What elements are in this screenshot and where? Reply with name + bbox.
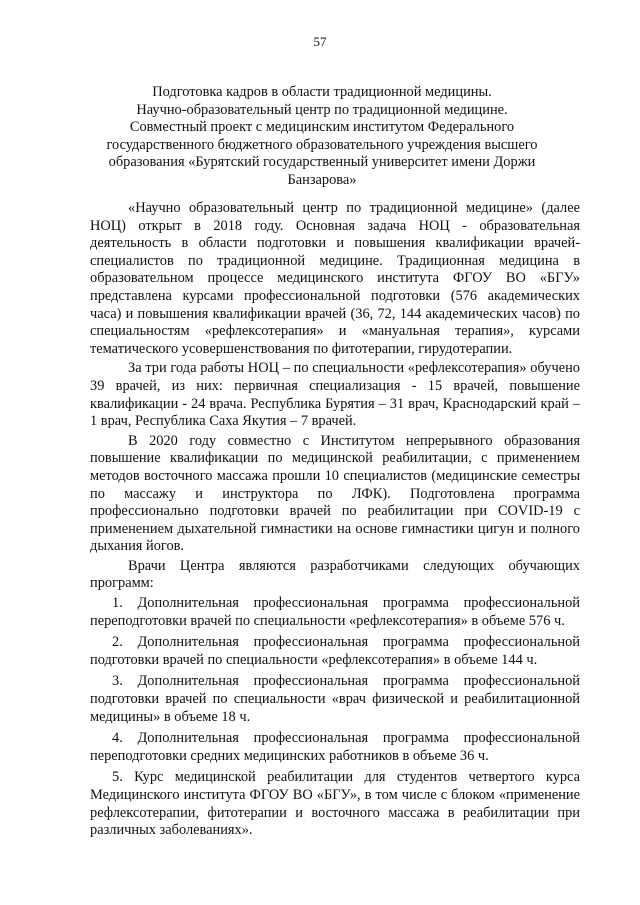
- paragraph-intro: «Научно образовательный центр по традиционной медицине» (далее НОЦ) открыт в 2018 году. Основная задача НОЦ - образовательная деятельность в области подготовки и повышения квалификации врачей-специалистов по традиционной медицине. Традиционная медицина в образовательном процессе медицинского института ФГОУ ВО «БГУ» представлена курсами профессиональной подготовки (576 академических часа) и повышения квалификации врачей (36, 72, 144 академических часов) по специальностям «рефлексотерапия» и «мануальная терапия», курсами тематического усовершенствования по фитотерапии, гирудотерапии.: [90, 200, 580, 357]
- paragraph-results: За три года работы НОЦ – по специальности «рефлексотерапия» обучено 39 врачей, из них: первичная специализация - 15 врачей, повышение квалификации - 24 врача. Республика Бурятия – 31 врач, Краснодарский край – 1 врач, Республика Саха Якутия – 7 врачей.: [90, 360, 580, 430]
- program-list-item: 2. Дополнительная профессиональная программа профессиональной подготовки врачей по специальности «рефлексотерапия» в объеме 144 ч.: [90, 634, 580, 668]
- program-list-item: 3. Дополнительная профессиональная программа профессиональной подготовки врачей по специальности «врач физической и реабилитационной медицины» в объеме 18 ч.: [90, 673, 580, 725]
- title-block: [92, 84, 552, 190]
- page-number: 57: [313, 34, 327, 49]
- title-line: образования «Бурятский государственный университет имени Доржи: [108, 154, 536, 171]
- program-list-item: 5. Курс медицинской реабилитации для студентов четвертого курса Медицинского института ФГОУ ВО «БГУ», в том числе с блоком «применение рефлексотерапии, фитотерапии и восточного массажа в реабилитации при различных заболеваниях».: [90, 769, 580, 839]
- body-text: [90, 200, 580, 844]
- title-line: Совместный проект с медицинским институтом Федерального: [129, 119, 515, 136]
- program-list-item: 1. Дополнительная профессиональная программа профессиональной переподготовки врачей по специальности «рефлексотерапия» в объеме 576 ч.: [90, 595, 580, 629]
- title-line: Научно-образовательный центр по традиционной медицине.: [136, 101, 508, 118]
- title-line: Подготовка кадров в области традиционной медицины.: [152, 84, 492, 100]
- title-line: государственного бюджетного образовательного учреждения высшего: [106, 136, 538, 153]
- paragraph-2020: В 2020 году совместно с Институтом непрерывного образования повышение квалификации по медицинской реабилитации, с применением методов восточного массажа прошли 10 специалистов (медицинские семестры по массажу и инструктора по ЛФК). Подготовлена программа профессионально подготовки врачей по реабилитации при COVID-19 с применением дыхательной гимнастики на основе гимнастики цигун и полного дыхания йогов.: [90, 432, 580, 555]
- title-line: Банзарова»: [287, 171, 357, 188]
- program-list-item: 4. Дополнительная профессиональная программа профессиональной переподготовки средних медицинских работников в объеме 36 ч.: [90, 730, 580, 764]
- paragraph-programs-intro: Врачи Центра являются разработчиками следующих обучающих программ:: [90, 557, 580, 592]
